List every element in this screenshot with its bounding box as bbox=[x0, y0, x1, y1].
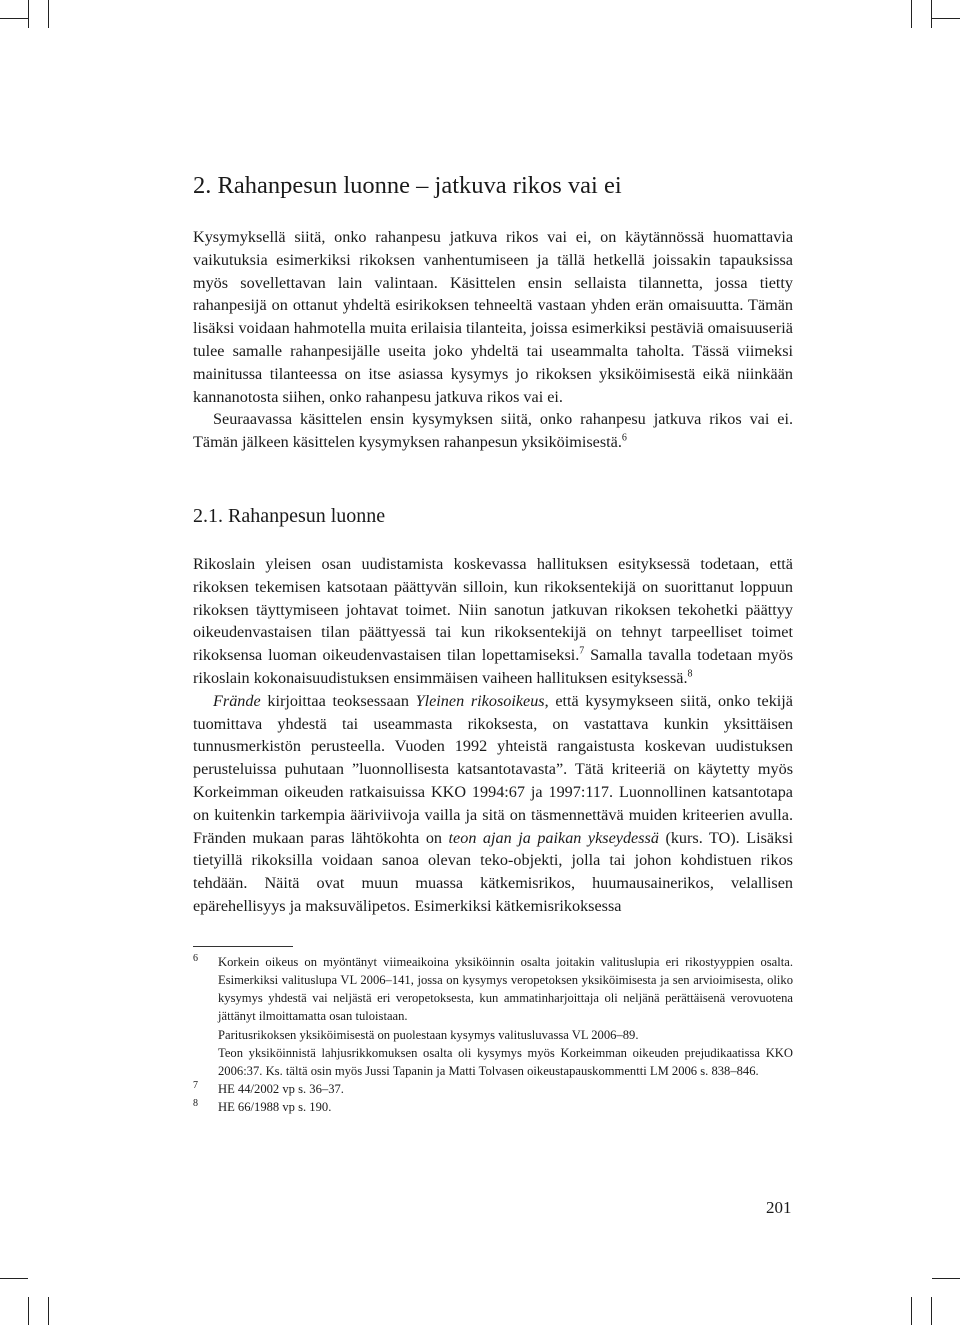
section-paragraph-2: Seuraavassa käsittelen ensin kysymyksen siitä, onko rahanpesu jatkuva rikos vai ei. Tämän jälkeen käsittelen kysymyksen rahanpesun yksiköimisestä.$^6$ bbox=[193, 410, 793, 452]
crop-mark bbox=[0, 1278, 28, 1279]
crop-mark bbox=[0, 18, 28, 19]
footnote-ref-7[interactable]: 7 bbox=[579, 645, 585, 657]
page-content bbox=[193, 168, 793, 1117]
crop-mark bbox=[911, 1297, 912, 1325]
crop-mark bbox=[932, 18, 960, 19]
subsection-paragraph-1: Rikoslain yleisen osan uudistamista koskevassa hallituksen esityksessä todetaan, että rikoksen tekemisen katsotaan päättyvän silloin, kun rikoksentekijä on suorittanut loppuun rikoksen täyttymiseen johtavat toimet. Niin sanotun jatkuvan rikoksen tekohetki päättyy oikeudenvastaisen tilan päättyessä tai kun rikoksentekijä on tehnyt tarpeelliset toimet rikoksensa luoman oikeudenvastaisen tilan lopettamiseksi.$^7$ Samalla tavalla todetaan myös rikoslain kokonaisuudistuksen ensimmäisen vaiheen hallituksen esityksessä.$^8$ bbox=[193, 554, 793, 687]
crop-mark bbox=[932, 1278, 960, 1279]
footnote-6-continuation-1: Paritusrikoksen yksiköimisestä on puolestaan kysymys valitusluvassa VL 2006–89. bbox=[218, 1027, 639, 1042]
subsection-title: 2.1. Rahanpesun luonne bbox=[193, 504, 386, 527]
section-paragraph-1: Kysymyksellä siitä, onko rahanpesu jatkuva rikos vai ei, on käytännössä huomattavia vaikutuksia esimerkiksi rikoksen vanhentumiseen ja tällä hetkellä joissakin tapauksissa myös sovellettavan lain valintaan. Käsittelen ensin sellaista tilannetta, jossa tietty rahanpesijä on ottanut yhdeltä esirikoksen tehneeltä vastaan yhden erän omaisuutta. Tämän lisäksi voidaan hahmotella muita erilaisia tilanteita, joissa esimerkiksi pestäviä omaisuuseriä tulee samalle rahanpesijälle useita joko yhdeltä tai useammalta taholta. Tässä viimeksi mainitussa tilanteessa on itse asiassa kysymys jo rikoksen yksiköimisestä eikä niinkään kannanotosta siihen, onko rahanpesu jatkuva rikos vai ei. bbox=[193, 228, 793, 406]
footnote-7: 7 HE 44/2002 vp s. 36–37. bbox=[193, 1080, 344, 1097]
section-title: 2. Rahanpesun luonne – jatkuva rikos vai ei bbox=[193, 172, 622, 199]
crop-mark bbox=[911, 0, 912, 28]
footnote-ref-8[interactable]: 8 bbox=[687, 668, 693, 680]
crop-mark bbox=[28, 1297, 29, 1325]
page-number: 201 bbox=[766, 1198, 792, 1217]
footnote-6-continuation-2: Teon yksiköinnistä lahjusrikkomuksen osalta oli kysymys myös Korkeimman oikeuden prejudikaatissa KKO 2006:37. Ks. tältä osin myös Jussi Tapanin ja Matti Tolvasen oikeustapauskommentti LM 2006 s. 838–846. bbox=[218, 1045, 793, 1078]
footnote-6: 6 Korkein oikeus on myöntänyt viimeaikoina yksiköinnin osalta joitakin valituslupia eri rikostyyppien osalta. Esimerkiksi valituslupa VL 2006–141, jossa on kysymys veropetoksen yksiköimisesta ja sen arvioimisesta, oliko kysymys yhdestä vai neljästä eri veropetoksesta, kun ammatinharjoittaja oli neljänä perättäisenä verovuotena jättänyt ilmoittamatta osan tuloistaan. bbox=[193, 952, 793, 1024]
crop-mark bbox=[931, 0, 932, 28]
footnote-ref-6[interactable]: 6 bbox=[621, 432, 627, 444]
crop-mark bbox=[931, 1297, 932, 1325]
crop-mark bbox=[48, 0, 49, 28]
footnote-8: 8 HE 66/1988 vp s. 190. bbox=[193, 1098, 332, 1115]
crop-mark bbox=[48, 1297, 49, 1325]
subsection-paragraph-2: Frände kirjoittaa teoksessaan Yleinen rikosoikeus, että kysymykseen siitä, onko tekijä tuomittava yhdestä tai useammasta rikoksesta, on vastattava kunkin yksittäisen tunnusmerkistön perusteella. Vuoden 1992 yhteistä rangaistusta koskevan uudistuksen perusteluissa puhutaan ”luonnollisesta katsantotavasta”. Tätä kriteeriä on käytetty myös Korkeimman oikeuden ratkaisuissa KKO 1994:67 ja 1997:117. Luonnollinen katsantotapa on kuitenkin tarkempia ääriviivoja vailla ja sitä on täsmennettävä muiden kriteerien avulla. Fränden mukaan paras lähtökohta on teon ajan ja paikan ykseydessä (kurs. TO). Lisäksi tietyillä rikoksilla voidaan sanoa olevan teko-objekti, jolla tai johon kohdistuen rikos tehdään. Näitä ovat muun muassa kätkemisrikos, huumausainerikos, velallisen epärehellisyys ja maksuvälipetos. Esimerkiksi kätkemisrikoksessa bbox=[193, 691, 793, 915]
crop-mark bbox=[28, 0, 29, 28]
